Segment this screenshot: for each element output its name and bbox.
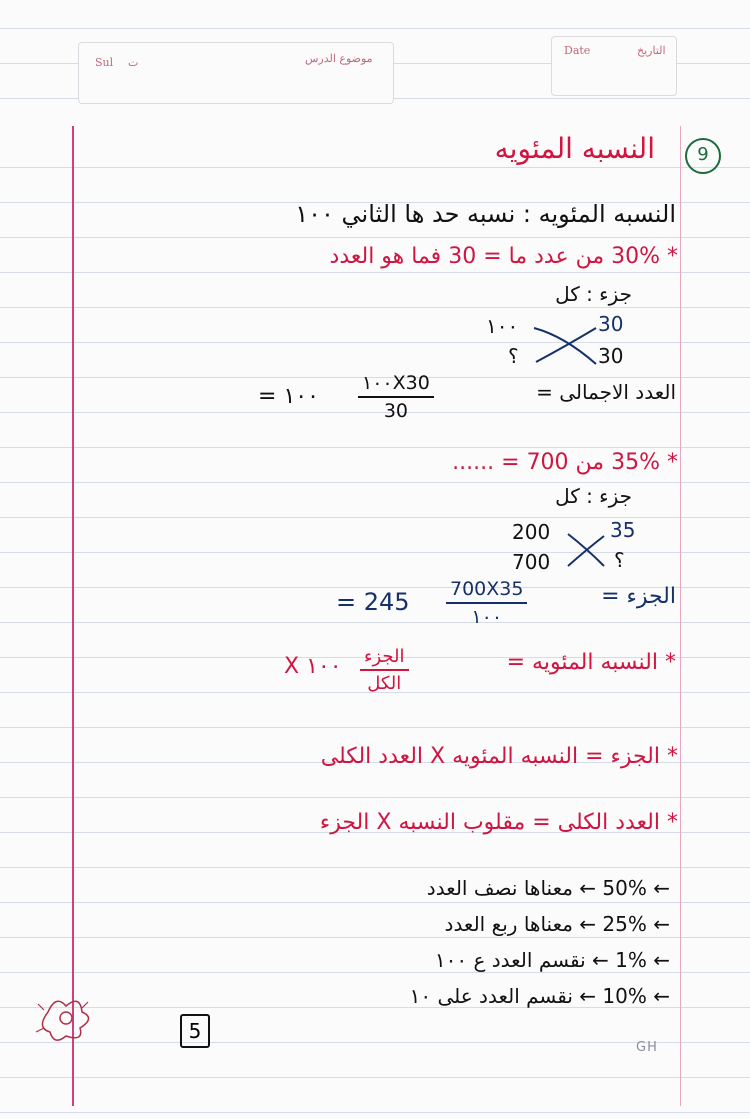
- example2-question: * 35% من 700 = ......: [452, 450, 678, 475]
- example1-part-whole: جزء : كل: [555, 282, 632, 306]
- example2-fraction: [446, 578, 527, 628]
- lesson-title: النسبه المئويه: [494, 132, 655, 165]
- whole-formula: * العدد الكلى = مقلوب النسبه X الجزء: [319, 810, 678, 835]
- example1-fraction: [358, 372, 434, 422]
- percent-rule-label: * النسبه المئويه =: [506, 650, 676, 675]
- percent-rule-denominator: الكل: [367, 673, 402, 694]
- percent-rule-factor: X ١٠٠: [284, 654, 342, 679]
- lesson-number-badge: 9: [685, 138, 721, 174]
- definition-line: النسبه المئويه : نسبه حد ها الثاني ١٠٠: [295, 200, 676, 228]
- example1-denominator: 30: [383, 400, 408, 422]
- percent-rule-numerator: الجزء: [360, 646, 409, 671]
- percent-rule-fraction: [360, 646, 409, 694]
- part-formula: * الجزء = النسبه المئويه X العدد الكلى: [320, 744, 678, 769]
- example1-total-label: العدد الاجمالى =: [536, 380, 676, 404]
- subject-label: Sul: [95, 56, 114, 69]
- example2-numerator: 700X35: [446, 578, 527, 604]
- example1-result: = ١٠٠: [258, 384, 319, 409]
- example1-cross-bottom-right: 30: [598, 344, 624, 368]
- example1-cross-top-left: ١٠٠: [486, 314, 519, 338]
- initials-mark: GH: [636, 1040, 658, 1055]
- example2-cross-bottom-right: ؟: [614, 548, 625, 572]
- example2-part-label: الجزء =: [601, 584, 676, 609]
- date-label: Date: [564, 44, 591, 57]
- right-margin-line: [680, 126, 681, 1106]
- example1-question: * 30% من عدد ما = 30 فما هو العدد: [329, 244, 678, 269]
- example2-cross-top-left: 200: [512, 520, 551, 544]
- example1-cross-bottom-left: ؟: [508, 344, 519, 368]
- example2-result: = 245: [336, 588, 410, 616]
- example2-denominator: ١٠٠: [471, 606, 503, 628]
- subject-mark: ت: [128, 56, 139, 69]
- example2-part-whole: جزء : كل: [555, 484, 632, 508]
- page-number-box: 5: [180, 1014, 210, 1048]
- example2-cross-lines: [564, 530, 608, 570]
- example1-cross-top-right: 30: [598, 312, 624, 336]
- margin-line: [72, 126, 74, 1106]
- note-item: ← 10% ← نقسم العدد على ١٠: [409, 984, 670, 1008]
- lesson-topic-label: موضوع الدرس: [305, 52, 373, 65]
- example1-numerator: ١٠٠X30: [358, 372, 434, 398]
- note-item: ← 50% ← معناها نصف العدد: [426, 876, 670, 900]
- flower-doodle-icon: [28, 982, 98, 1042]
- example2-cross-bottom-left: 700: [512, 550, 551, 574]
- note-item: ← 25% ← معناها ربع العدد: [444, 912, 670, 936]
- note-item: ← 1% ← نقسم العدد ع ١٠٠: [434, 948, 670, 972]
- example1-cross-lines: [530, 322, 600, 368]
- date-label-ar: التاريخ: [637, 44, 666, 57]
- example2-cross-top-right: 35: [610, 518, 636, 542]
